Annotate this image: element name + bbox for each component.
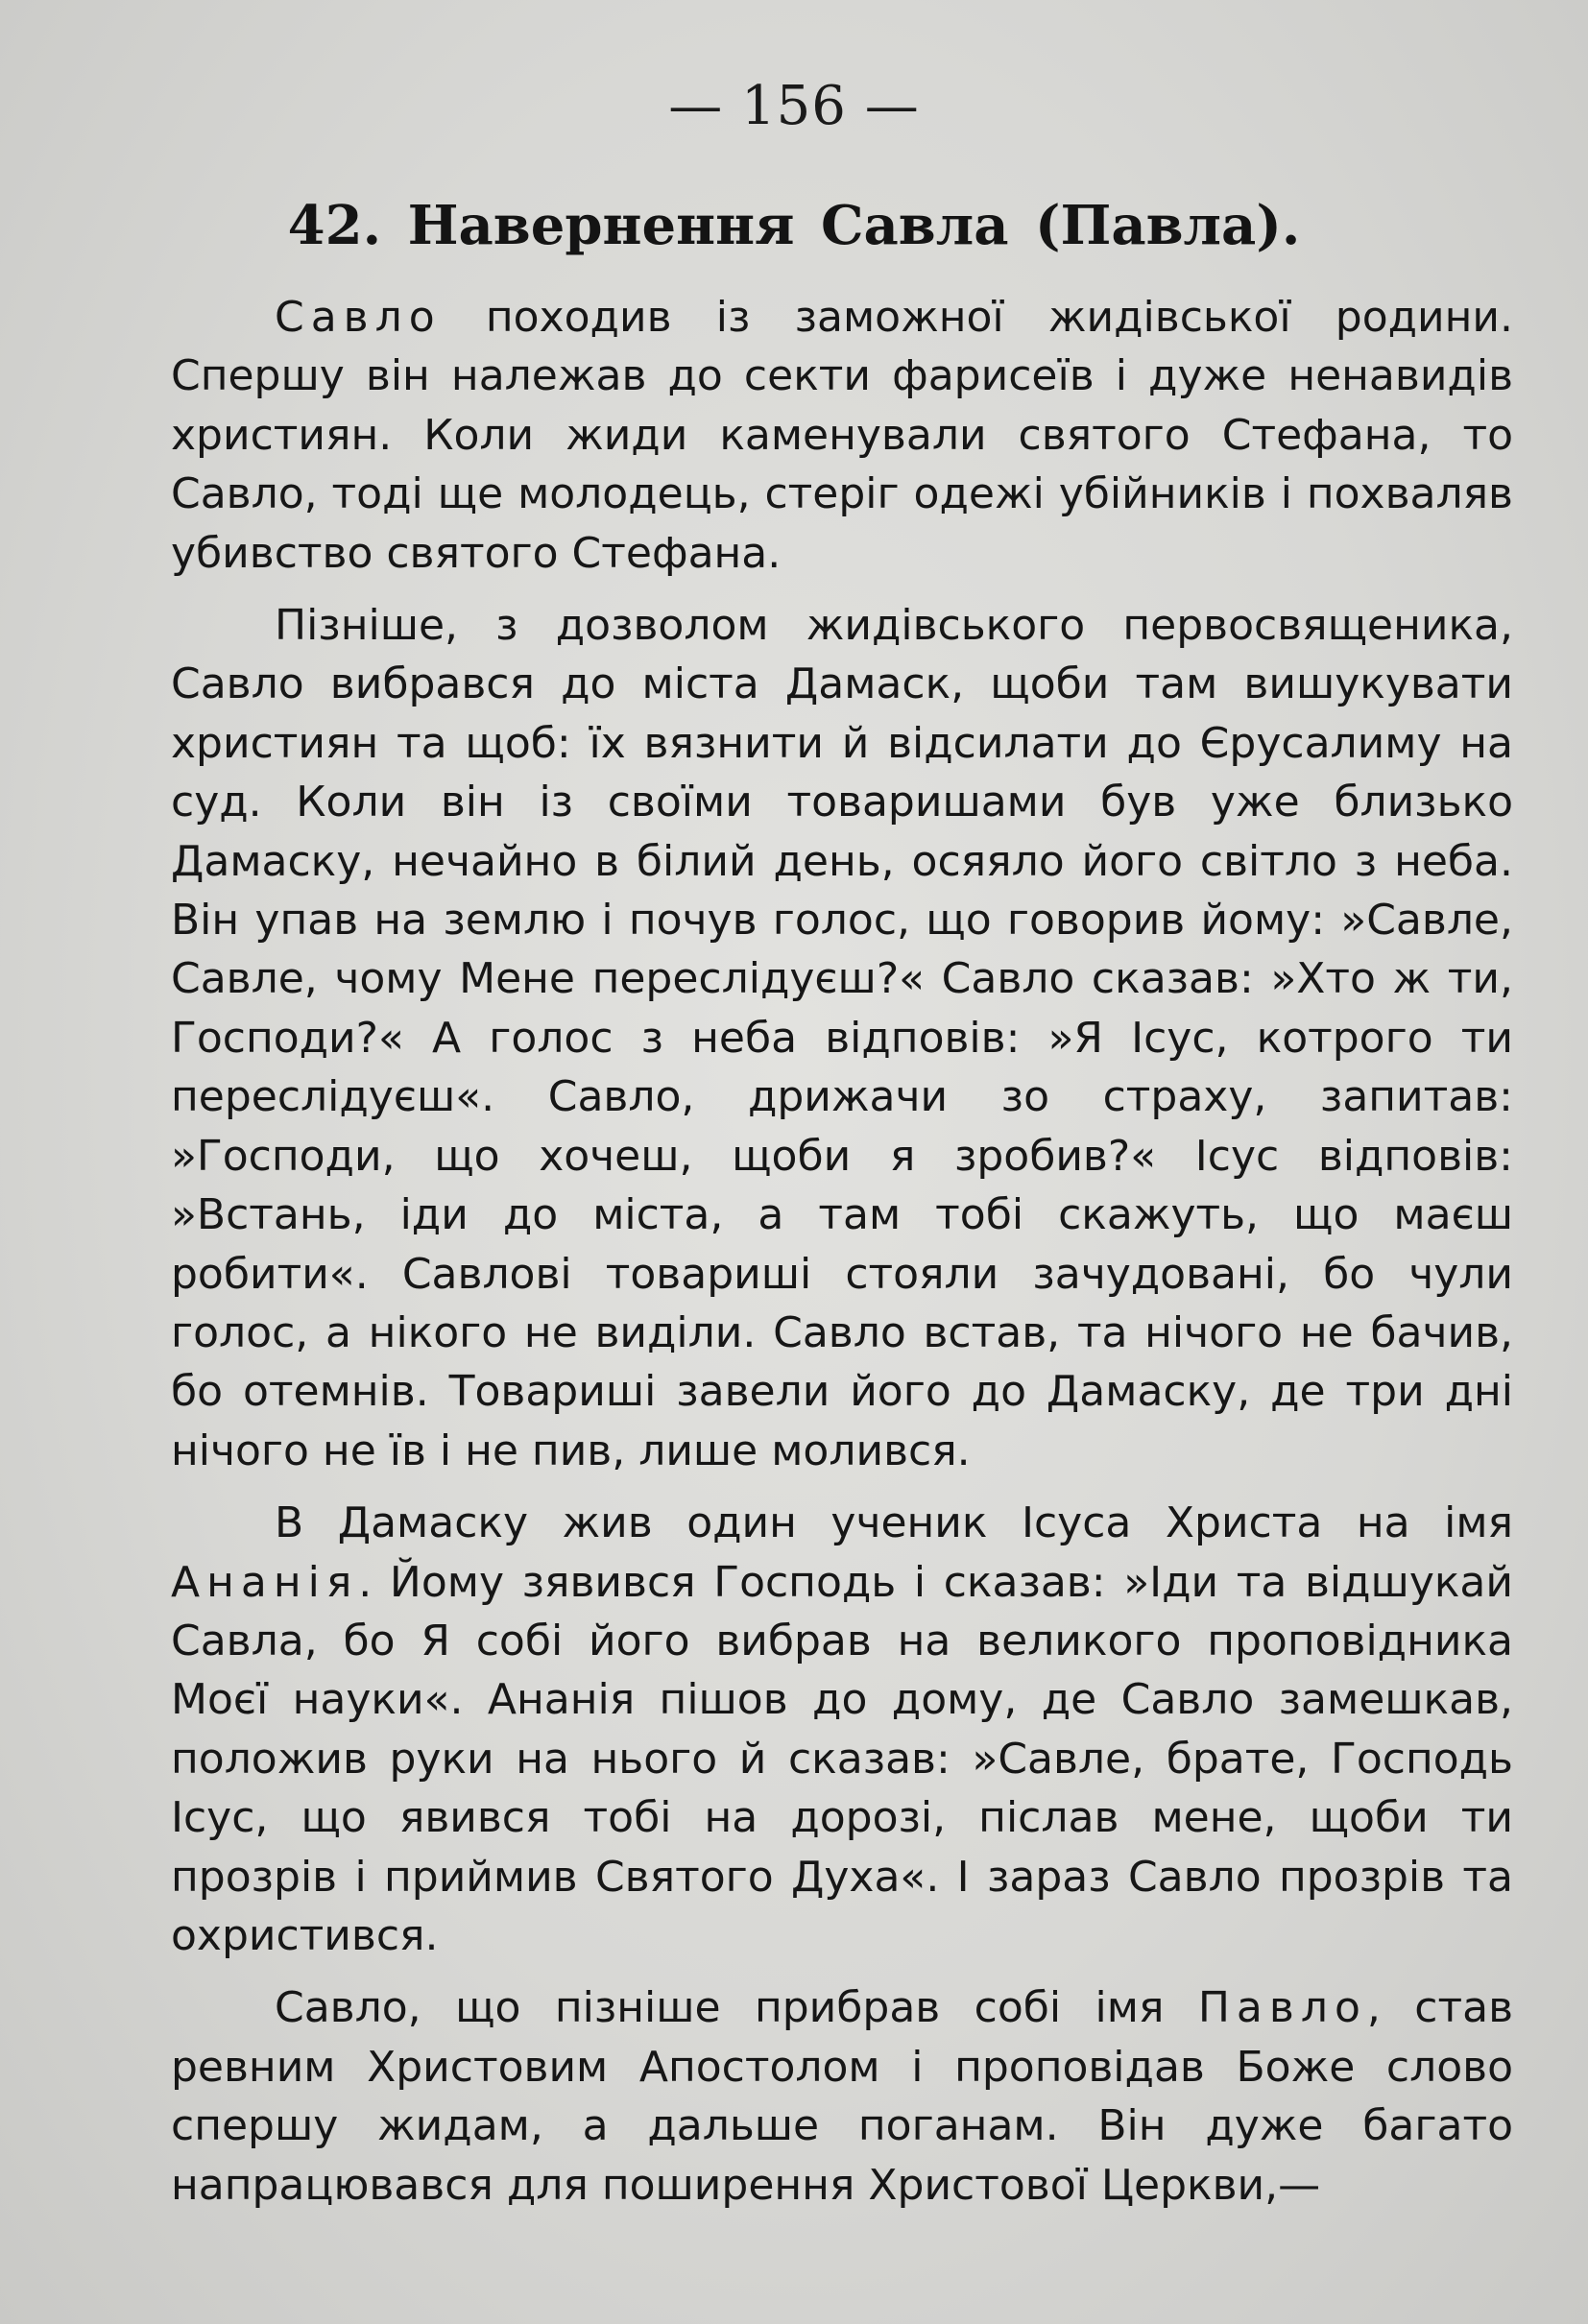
paragraph-4-text: Савло, що пізніше прибрав собі імя — [275, 1983, 1198, 2033]
paragraph-3-text: В Дамаску жив один ученик Ісуса Христа на імя — [275, 1498, 1513, 1548]
spaced-name-savlo: Савло — [275, 293, 442, 342]
paragraph-3 — [171, 1494, 1513, 1965]
page-number: — 156 — — [668, 75, 920, 137]
paragraph-3-tail: . Йому зявився Господь і сказав: »Іди та відшукай Савла, бо Я собі його вибрав на великого проповідника Моєї науки«. Ананія пішов до дому, де Савло замешкав, положив руки на нього й сказав: »Савле, брате, Господь Ісус, що явився тобі на дорозі, післав мене, щоби ти прозрів і приймив Святого Духа«. І зараз Савло прозрів та охристився. — [171, 1557, 1513, 1960]
spaced-name-ananiia: Ананія — [171, 1557, 359, 1607]
paragraph-1-text: походив із заможної жидівської родини. Спершу він належав до секти фарисеїв і дуже ненавидів християн. Коли жиди каменували святого Стефана, то Савло, тоді ще молодець, стеріг одежі убійників і похваляв убивство святого Стефана. — [171, 293, 1513, 578]
paragraph-1 — [171, 288, 1513, 583]
body-text — [171, 288, 1513, 2215]
paragraph-2 — [171, 596, 1513, 1480]
paragraph-2-text: Пізніше, з дозволом жидівського первосвященика, Савло вибрався до міста Дамаск, щоби там вишукувати християн та щоб: їх вязнити й відсилати до Єрусалиму на суд. Коли він із своїми товаришами був уже близько Дамаску, нечайно в білий день, осяяло його світло з неба. Він упав на землю і почув голос, що говорив йому: »Савле, Савле, чому Мене переслідуєш?« Савло сказав: »Хто ж ти, Господи?« А голос з неба відповів: »Я Ісус, котрого ти переслідуєш«. Савло, дрижачи зо страху, запитав: »Господи, що хочеш, щоби я зробив?« Ісус відповів: »Встань, іди до міста, а там тобі скажуть, що маєш робити«. Савлові товариші стояли зачудовані, бо чули голос, а нікого не виділи. Савло встав, та нічого не бачив, бо отемнів. Товариші завели його до Дамаску, де три дні нічого не їв і не пив, лише молився. — [171, 601, 1513, 1475]
paragraph-4-tail: , став ревним Христовим Апостолом і проповідав Боже слово спершу жидам, а дальше поганам. Він дуже багато напрацювався для поширення Христової Церкви,— — [171, 1983, 1513, 2210]
paragraph-4 — [171, 1978, 1513, 2215]
spaced-name-pavlo: Павло — [1197, 1983, 1367, 2033]
chapter-title: 42. Навернення Савла (Павла). — [287, 194, 1301, 257]
